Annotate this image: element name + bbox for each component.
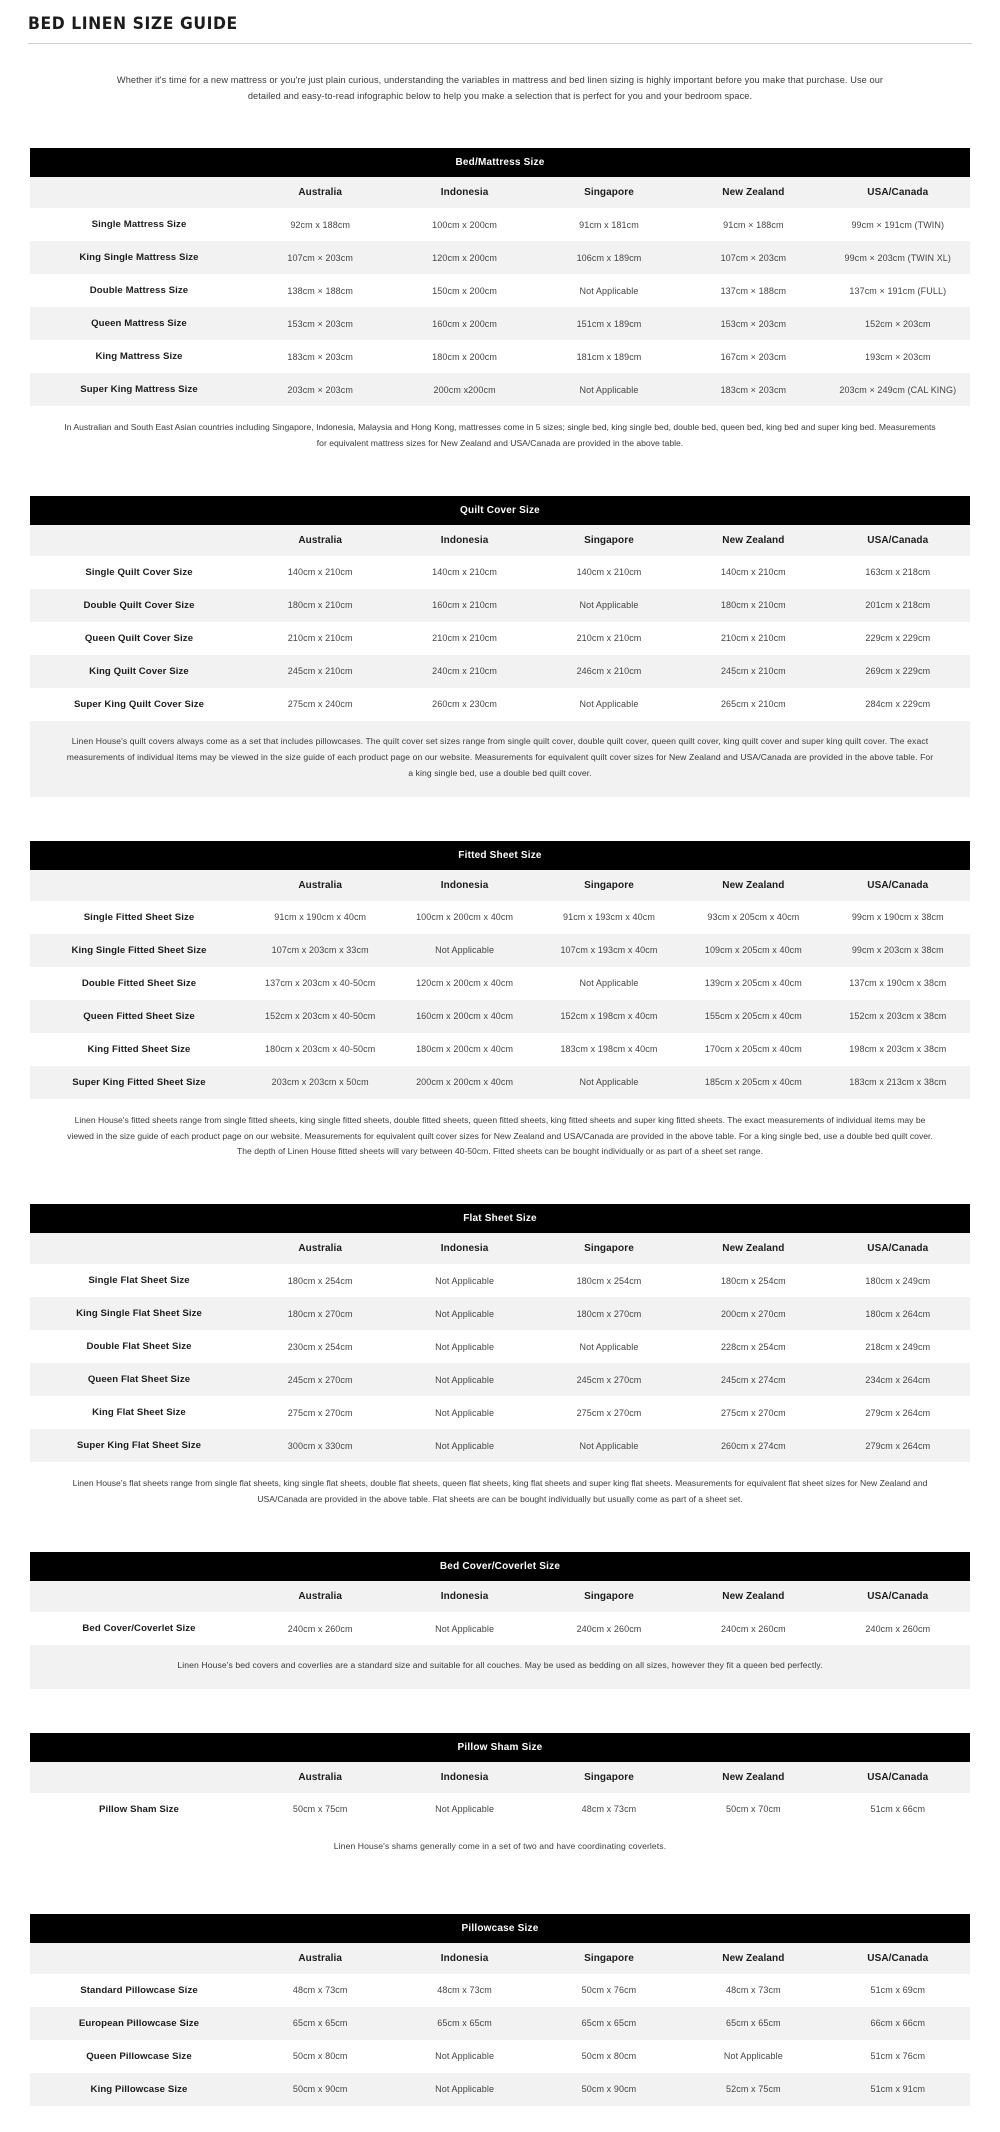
row-label: Queen Quilt Cover Size: [30, 622, 248, 655]
table-cell: 160cm x 200cm x 40cm: [392, 1000, 536, 1033]
table-cell: 275cm x 270cm: [537, 1396, 681, 1429]
table-note: Linen House's fitted sheets range from single fitted sheets, king single fitted sheets, double fitted sheets, queen fitted sheets, king fitted sheets and super king fitted sheets. The exact measurements of individual items may be viewed in the size guide of each product page on our website. Measurements for equivalent quilt cover sizes for New Zealand and USA/Canada are provided in the above table. For a king single bed, use a double bed quilt cover. The depth of Linen House fitted sheets will vary between 40-50cm. Fitted sheets can be bought individually or as part of a sheet set range.: [67, 1114, 933, 1157]
table-row: [30, 655, 970, 688]
table-cell: 99cm × 203cm (TWIN XL): [826, 241, 970, 274]
column-header-new-zealand: New Zealand: [681, 1943, 825, 1974]
table-cell: 48cm x 73cm: [392, 1974, 536, 2007]
table-cell: 107cm × 203cm: [248, 241, 392, 274]
table-cell: 180cm x 200cm x 40cm: [392, 1033, 536, 1066]
table-row: [30, 1297, 970, 1330]
table-cell: Not Applicable: [392, 2073, 536, 2106]
table-cell: Not Applicable: [392, 1330, 536, 1363]
row-label: Queen Mattress Size: [30, 307, 248, 340]
row-label: King Fitted Sheet Size: [30, 1033, 248, 1066]
table-cell: 137cm × 191cm (FULL): [826, 274, 970, 307]
table-cell: 152cm x 198cm x 40cm: [537, 1000, 681, 1033]
table-cell: 275cm x 270cm: [248, 1396, 392, 1429]
column-header-usa-canada: USA/Canada: [826, 870, 970, 901]
table-cell: Not Applicable: [681, 2040, 825, 2073]
column-header-new-zealand: New Zealand: [681, 525, 825, 556]
table-row: [30, 2040, 970, 2073]
table-cell: Not Applicable: [392, 2040, 536, 2073]
table-cell: 240cm x 260cm: [681, 1612, 825, 1645]
table-row: [30, 274, 970, 307]
row-label: Super King Flat Sheet Size: [30, 1429, 248, 1462]
table-note: Linen House's flat sheets range from single flat sheets, king single flat sheets, double flat sheets, queen flat sheets, king flat sheets and super king flat sheets. Measurements for equivalent flat sheet sizes for New Zealand and USA/Canada are provided in the above table. Flat sheets are can be bought individually but usually come as part of a sheet set.: [72, 1478, 928, 1505]
table-cell: 193cm × 203cm: [826, 340, 970, 373]
table-cell: 246cm x 210cm: [537, 655, 681, 688]
column-header-usa-canada: USA/Canada: [826, 525, 970, 556]
column-header-australia: Australia: [248, 177, 392, 208]
table-cell: 180cm x 200cm: [392, 340, 536, 373]
table-row: [30, 2007, 970, 2040]
table-cell: Not Applicable: [392, 934, 536, 967]
table-row: [30, 1793, 970, 1826]
table-row: [30, 1974, 970, 2007]
table-cell: 65cm x 65cm: [681, 2007, 825, 2040]
table-row: [30, 208, 970, 241]
row-label: King Mattress Size: [30, 340, 248, 373]
table-cell: Not Applicable: [537, 274, 681, 307]
table-cell: Not Applicable: [537, 967, 681, 1000]
table-corner-cell: [30, 1762, 248, 1793]
table-cell: 183cm × 203cm: [681, 373, 825, 406]
table-cell: 180cm x 264cm: [826, 1297, 970, 1330]
column-header-singapore: Singapore: [537, 1233, 681, 1264]
table-cell: Not Applicable: [392, 1297, 536, 1330]
column-header-australia: Australia: [248, 525, 392, 556]
row-label: Single Mattress Size: [30, 208, 248, 241]
bottom-spacer: [0, 2106, 1000, 2132]
table-cell: 65cm x 65cm: [392, 2007, 536, 2040]
table-note-row: [30, 1826, 970, 1870]
table-cell: Not Applicable: [537, 1429, 681, 1462]
column-header-singapore: Singapore: [537, 1762, 681, 1793]
table-cell: 203cm x 203cm x 50cm: [248, 1066, 392, 1099]
column-header-usa-canada: USA/Canada: [826, 1943, 970, 1974]
table-row: [30, 1330, 970, 1363]
table-cell: 269cm x 229cm: [826, 655, 970, 688]
table-cell: Not Applicable: [392, 1264, 536, 1297]
table-row: [30, 1396, 970, 1429]
column-header-new-zealand: New Zealand: [681, 1581, 825, 1612]
table-cell: 180cm x 203cm x 40-50cm: [248, 1033, 392, 1066]
table-cell: 137cm x 203cm x 40-50cm: [248, 967, 392, 1000]
table-cell: 183cm x 213cm x 38cm: [826, 1066, 970, 1099]
column-header-indonesia: Indonesia: [392, 1943, 536, 1974]
row-label: European Pillowcase Size: [30, 2007, 248, 2040]
table-row: [30, 1033, 970, 1066]
table-cell: 91cm x 181cm: [537, 208, 681, 241]
row-label: Double Quilt Cover Size: [30, 589, 248, 622]
table-cell: 137cm × 188cm: [681, 274, 825, 307]
table-cell: 92cm x 188cm: [248, 208, 392, 241]
table-cell: 152cm x 203cm x 40-50cm: [248, 1000, 392, 1033]
row-label: Bed Cover/Coverlet Size: [30, 1612, 248, 1645]
table-block: [30, 452, 970, 797]
table-cell: 50cm x 80cm: [248, 2040, 392, 2073]
table-header-row: [30, 1581, 970, 1612]
table-cell: 140cm x 210cm: [392, 556, 536, 589]
table-cell: 200cm x 270cm: [681, 1297, 825, 1330]
size-table: [30, 1552, 970, 1689]
table-row: [30, 934, 970, 967]
column-header-indonesia: Indonesia: [392, 525, 536, 556]
table-cell: 153cm × 203cm: [681, 307, 825, 340]
table-cell: 228cm x 254cm: [681, 1330, 825, 1363]
table-row: [30, 622, 970, 655]
table-cell: 50cm x 90cm: [537, 2073, 681, 2106]
table-cell: 51cm x 76cm: [826, 2040, 970, 2073]
table-cell: 170cm x 205cm x 40cm: [681, 1033, 825, 1066]
title-divider: [28, 43, 972, 44]
row-label: King Single Fitted Sheet Size: [30, 934, 248, 967]
table-cell: 152cm × 203cm: [826, 307, 970, 340]
table-caption: Pillowcase Size: [30, 1914, 970, 1943]
table-cell: 210cm x 210cm: [248, 622, 392, 655]
table-cell: 160cm x 200cm: [392, 307, 536, 340]
column-header-indonesia: Indonesia: [392, 1581, 536, 1612]
table-cell: 210cm x 210cm: [537, 622, 681, 655]
row-label: Single Fitted Sheet Size: [30, 901, 248, 934]
column-header-singapore: Singapore: [537, 870, 681, 901]
table-row: [30, 967, 970, 1000]
row-label: Super King Quilt Cover Size: [30, 688, 248, 721]
table-cell: 200cm x 200cm x 40cm: [392, 1066, 536, 1099]
table-cell: 51cm x 69cm: [826, 1974, 970, 2007]
table-cell: 245cm x 210cm: [248, 655, 392, 688]
column-header-singapore: Singapore: [537, 525, 681, 556]
table-cell: 240cm x 260cm: [248, 1612, 392, 1645]
table-cell: 260cm x 230cm: [392, 688, 536, 721]
column-header-indonesia: Indonesia: [392, 177, 536, 208]
table-cell: 265cm x 210cm: [681, 688, 825, 721]
table-cell: 65cm x 65cm: [248, 2007, 392, 2040]
row-label: Pillow Sham Size: [30, 1793, 248, 1826]
table-cell: 65cm x 65cm: [537, 2007, 681, 2040]
table-cell: 180cm x 270cm: [537, 1297, 681, 1330]
table-cell: 300cm x 330cm: [248, 1429, 392, 1462]
column-header-singapore: Singapore: [537, 1943, 681, 1974]
table-row: [30, 1612, 970, 1645]
table-cell: 120cm x 200cm x 40cm: [392, 967, 536, 1000]
table-caption: Fitted Sheet Size: [30, 841, 970, 870]
table-caption: Flat Sheet Size: [30, 1204, 970, 1233]
table-corner-cell: [30, 177, 248, 208]
table-cell: 180cm x 210cm: [248, 589, 392, 622]
table-corner-cell: [30, 1581, 248, 1612]
table-cell: 48cm x 73cm: [537, 1793, 681, 1826]
column-header-new-zealand: New Zealand: [681, 1233, 825, 1264]
table-note-row: [30, 1645, 970, 1689]
table-cell: 140cm x 210cm: [537, 556, 681, 589]
column-header-singapore: Singapore: [537, 177, 681, 208]
size-table: [30, 1733, 970, 1870]
row-label: Super King Mattress Size: [30, 373, 248, 406]
table-cell: 151cm x 189cm: [537, 307, 681, 340]
table-cell: 284cm x 229cm: [826, 688, 970, 721]
table-row: [30, 241, 970, 274]
table-note: Linen House's quilt covers always come as a set that includes pillowcases. The quilt cover set sizes range from single quilt cover, double quilt cover, queen quilt cover, king quilt cover and super king quilt cover. The exact measurements of individual items may be viewed in the size guide of each product page on our website. Measurements for equivalent quilt cover sizes for New Zealand and USA/Canada are provided in the above table. For a king single bed, use a double bed quilt cover.: [30, 721, 970, 797]
table-cell: Not Applicable: [392, 1429, 536, 1462]
table-header-row: [30, 525, 970, 556]
table-corner-cell: [30, 870, 248, 901]
table-cell: 48cm x 73cm: [248, 1974, 392, 2007]
table-header-row: [30, 1233, 970, 1264]
table-cell: 240cm x 210cm: [392, 655, 536, 688]
table-cell: 50cm x 80cm: [537, 2040, 681, 2073]
row-label: Standard Pillowcase Size: [30, 1974, 248, 2007]
table-cell: 140cm x 210cm: [248, 556, 392, 589]
table-cell: Not Applicable: [392, 1396, 536, 1429]
table-row: [30, 556, 970, 589]
table-cell: 152cm x 203cm x 38cm: [826, 1000, 970, 1033]
table-note: Linen House's bed covers and coverlies are a standard size and suitable for all couches. May be used as bedding on all sizes, however they fit a queen bed perfectly.: [30, 1645, 970, 1689]
table-cell: 100cm x 200cm x 40cm: [392, 901, 536, 934]
table-block: [30, 1870, 970, 2106]
table-cell: 99cm × 191cm (TWIN): [826, 208, 970, 241]
table-cell: 245cm x 210cm: [681, 655, 825, 688]
column-header-indonesia: Indonesia: [392, 1233, 536, 1264]
intro-paragraph: Whether it's time for a new mattress or you're just plain curious, understanding the variables in mattress and bed linen sizing is highly important before you make that purchase. Use our detailed and easy-to-read infographic below to help you make a selection that is perfect for you and your bedroom space.: [116, 75, 884, 102]
size-table: [30, 841, 970, 1099]
table-row: [30, 901, 970, 934]
table-note: In Australian and South East Asian countries including Singapore, Indonesia, Malaysia and Hong Kong, mattresses come in 5 sizes; single bed, king single bed, double bed, queen bed, king bed and super king bed. Measurements for equivalent mattress sizes for New Zealand and USA/Canada are provided in the above table.: [64, 422, 936, 449]
table-cell: 66cm x 66cm: [826, 2007, 970, 2040]
table-cell: 120cm x 200cm: [392, 241, 536, 274]
table-cell: 139cm x 205cm x 40cm: [681, 967, 825, 1000]
table-cell: 155cm x 205cm x 40cm: [681, 1000, 825, 1033]
table-cell: 48cm x 73cm: [681, 1974, 825, 2007]
table-cell: 180cm x 210cm: [681, 589, 825, 622]
table-cell: 210cm x 210cm: [392, 622, 536, 655]
table-cell: 275cm x 270cm: [681, 1396, 825, 1429]
table-cell: 183cm × 203cm: [248, 340, 392, 373]
row-label: Double Mattress Size: [30, 274, 248, 307]
column-header-usa-canada: USA/Canada: [826, 1233, 970, 1264]
table-cell: 183cm x 198cm x 40cm: [537, 1033, 681, 1066]
table-cell: 260cm x 274cm: [681, 1429, 825, 1462]
column-header-australia: Australia: [248, 1762, 392, 1793]
table-cell: 185cm x 205cm x 40cm: [681, 1066, 825, 1099]
row-label: Super King Fitted Sheet Size: [30, 1066, 248, 1099]
table-cell: 107cm x 193cm x 40cm: [537, 934, 681, 967]
column-header-new-zealand: New Zealand: [681, 177, 825, 208]
table-cell: 245cm x 274cm: [681, 1363, 825, 1396]
table-cell: 180cm x 254cm: [248, 1264, 392, 1297]
table-cell: 163cm x 218cm: [826, 556, 970, 589]
table-row: [30, 1000, 970, 1033]
row-label: Double Fitted Sheet Size: [30, 967, 248, 1000]
column-header-new-zealand: New Zealand: [681, 1762, 825, 1793]
table-row: [30, 1264, 970, 1297]
table-cell: 51cm x 91cm: [826, 2073, 970, 2106]
table-cell: 91cm x 193cm x 40cm: [537, 901, 681, 934]
size-table: [30, 1204, 970, 1462]
table-cell: 91cm x 190cm x 40cm: [248, 901, 392, 934]
table-cell: 50cm x 90cm: [248, 2073, 392, 2106]
table-header-row: [30, 870, 970, 901]
column-header-australia: Australia: [248, 1943, 392, 1974]
row-label: King Single Mattress Size: [30, 241, 248, 274]
table-row: [30, 688, 970, 721]
table-cell: 153cm × 203cm: [248, 307, 392, 340]
column-header-indonesia: Indonesia: [392, 1762, 536, 1793]
table-cell: 50cm x 70cm: [681, 1793, 825, 1826]
table-cell: 200cm x200cm: [392, 373, 536, 406]
table-corner-cell: [30, 525, 248, 556]
table-block: [30, 104, 970, 406]
table-caption: Bed/Mattress Size: [30, 148, 970, 177]
table-caption: Bed Cover/Coverlet Size: [30, 1552, 970, 1581]
table-cell: 240cm x 260cm: [537, 1612, 681, 1645]
column-header-singapore: Singapore: [537, 1581, 681, 1612]
table-cell: Not Applicable: [537, 688, 681, 721]
row-label: King Single Flat Sheet Size: [30, 1297, 248, 1330]
table-cell: 109cm x 205cm x 40cm: [681, 934, 825, 967]
table-cell: Not Applicable: [392, 1793, 536, 1826]
row-label: Double Flat Sheet Size: [30, 1330, 248, 1363]
table-cell: 137cm x 190cm x 38cm: [826, 967, 970, 1000]
table-cell: 229cm x 229cm: [826, 622, 970, 655]
table-block: [30, 1689, 970, 1870]
table-cell: 245cm x 270cm: [537, 1363, 681, 1396]
row-label: King Flat Sheet Size: [30, 1396, 248, 1429]
column-header-australia: Australia: [248, 1233, 392, 1264]
table-row: [30, 340, 970, 373]
table-row: [30, 589, 970, 622]
table-cell: 180cm x 270cm: [248, 1297, 392, 1330]
table-cell: 167cm × 203cm: [681, 340, 825, 373]
table-cell: 240cm x 260cm: [826, 1612, 970, 1645]
tables-container: [0, 104, 1000, 2106]
table-cell: 181cm x 189cm: [537, 340, 681, 373]
table-cell: 150cm x 200cm: [392, 274, 536, 307]
table-row: [30, 1429, 970, 1462]
table-cell: Not Applicable: [537, 1330, 681, 1363]
table-block: [30, 1508, 970, 1689]
table-cell: 230cm x 254cm: [248, 1330, 392, 1363]
table-cell: 275cm x 240cm: [248, 688, 392, 721]
table-cell: 198cm x 203cm x 38cm: [826, 1033, 970, 1066]
table-cell: 138cm × 188cm: [248, 274, 392, 307]
table-cell: 107cm x 203cm x 33cm: [248, 934, 392, 967]
table-row: [30, 1363, 970, 1396]
table-corner-cell: [30, 1943, 248, 1974]
table-note-row: [30, 721, 970, 797]
table-cell: 107cm × 203cm: [681, 241, 825, 274]
table-cell: 218cm x 249cm: [826, 1330, 970, 1363]
row-label: Single Flat Sheet Size: [30, 1264, 248, 1297]
table-header-row: [30, 1762, 970, 1793]
table-row: [30, 373, 970, 406]
size-table: [30, 1914, 970, 2106]
table-cell: 203cm × 203cm: [248, 373, 392, 406]
table-cell: Not Applicable: [537, 1066, 681, 1099]
column-header-new-zealand: New Zealand: [681, 870, 825, 901]
column-header-usa-canada: USA/Canada: [826, 1581, 970, 1612]
table-cell: 100cm x 200cm: [392, 208, 536, 241]
column-header-australia: Australia: [248, 870, 392, 901]
table-cell: 99cm x 190cm x 38cm: [826, 901, 970, 934]
table-caption: Pillow Sham Size: [30, 1733, 970, 1762]
size-table: [30, 148, 970, 406]
table-cell: 93cm x 205cm x 40cm: [681, 901, 825, 934]
row-label: King Pillowcase Size: [30, 2073, 248, 2106]
table-block: [30, 1160, 970, 1462]
table-cell: 50cm x 75cm: [248, 1793, 392, 1826]
table-cell: 279cm x 264cm: [826, 1396, 970, 1429]
table-cell: Not Applicable: [537, 589, 681, 622]
table-cell: 210cm x 210cm: [681, 622, 825, 655]
page-title: BED LINEN SIZE GUIDE: [28, 14, 238, 34]
column-header-indonesia: Indonesia: [392, 870, 536, 901]
table-cell: 234cm x 264cm: [826, 1363, 970, 1396]
size-table: [30, 496, 970, 797]
table-cell: 99cm x 203cm x 38cm: [826, 934, 970, 967]
row-label: Single Quilt Cover Size: [30, 556, 248, 589]
table-cell: 180cm x 254cm: [537, 1264, 681, 1297]
row-label: King Quilt Cover Size: [30, 655, 248, 688]
table-row: [30, 1066, 970, 1099]
table-cell: Not Applicable: [537, 373, 681, 406]
table-cell: 180cm x 249cm: [826, 1264, 970, 1297]
table-cell: 160cm x 210cm: [392, 589, 536, 622]
column-header-australia: Australia: [248, 1581, 392, 1612]
table-cell: 279cm x 264cm: [826, 1429, 970, 1462]
table-row: [30, 2073, 970, 2106]
table-cell: 203cm × 249cm (CAL KING): [826, 373, 970, 406]
table-cell: 50cm x 76cm: [537, 1974, 681, 2007]
table-cell: 91cm × 188cm: [681, 208, 825, 241]
table-block: [30, 797, 970, 1099]
row-label: Queen Pillowcase Size: [30, 2040, 248, 2073]
table-header-row: [30, 1943, 970, 1974]
table-cell: 106cm x 189cm: [537, 241, 681, 274]
column-header-usa-canada: USA/Canada: [826, 177, 970, 208]
table-row: [30, 307, 970, 340]
table-note: Linen House's shams generally come in a set of two and have coordinating coverlets.: [30, 1826, 970, 1870]
table-cell: 180cm x 254cm: [681, 1264, 825, 1297]
table-cell: 201cm x 218cm: [826, 589, 970, 622]
table-header-row: [30, 177, 970, 208]
table-caption: Quilt Cover Size: [30, 496, 970, 525]
table-cell: 245cm x 270cm: [248, 1363, 392, 1396]
table-cell: Not Applicable: [392, 1363, 536, 1396]
page-header: [0, 0, 1000, 104]
table-cell: 52cm x 75cm: [681, 2073, 825, 2106]
row-label: Queen Flat Sheet Size: [30, 1363, 248, 1396]
table-cell: 51cm x 66cm: [826, 1793, 970, 1826]
table-corner-cell: [30, 1233, 248, 1264]
row-label: Queen Fitted Sheet Size: [30, 1000, 248, 1033]
column-header-usa-canada: USA/Canada: [826, 1762, 970, 1793]
table-cell: Not Applicable: [392, 1612, 536, 1645]
table-cell: 140cm x 210cm: [681, 556, 825, 589]
